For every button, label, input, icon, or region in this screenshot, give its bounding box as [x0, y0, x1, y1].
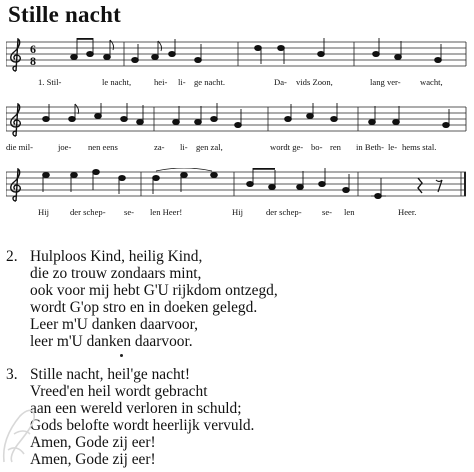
- verse-line: Amen, Gode zij eer!: [30, 451, 156, 468]
- verse-number: 2.: [6, 248, 18, 265]
- lyrics-line-1: [6, 77, 468, 89]
- verse-line: Leer m'U danken daarvoor,: [30, 316, 198, 333]
- verse-line: wordt G'op stro en in doeken gelegd.: [30, 299, 258, 316]
- lyric-syllable: ren: [330, 142, 341, 152]
- time-signature-top: 6: [30, 42, 36, 56]
- lyric-syllable: nen eens: [88, 142, 118, 152]
- verse-line: Amen, Gode zij eer!: [30, 434, 156, 451]
- lyric-syllable: 1. Stil-: [38, 77, 62, 87]
- lyric-syllable: len Heer!: [150, 207, 183, 217]
- lyric-syllable: wordt ge-: [270, 142, 304, 152]
- lyric-syllable: lang ver-: [370, 77, 401, 87]
- print-speck: [120, 354, 123, 357]
- lyric-syllable: wacht,: [420, 77, 443, 87]
- verse-line: Gods belofte wordt heerlijk vervuld.: [30, 417, 255, 434]
- lyric-syllable: le-: [388, 142, 398, 152]
- lyric-syllable: hems stal.: [402, 142, 437, 152]
- verse-number: 3.: [6, 366, 18, 383]
- lyric-syllable: die mil-: [6, 142, 33, 152]
- lyric-syllable: der schep-: [70, 207, 106, 217]
- lyric-syllable: ge nacht.: [194, 77, 226, 87]
- verse-line: Vreed'en heil wordt gebracht: [30, 383, 208, 400]
- lyric-syllable: len: [344, 207, 355, 217]
- lyric-syllable: se-: [322, 207, 333, 217]
- verse-line: die zo trouw zondaars mint,: [30, 265, 202, 282]
- lyric-syllable: li-: [178, 77, 186, 87]
- verse-line: ook voor mij hebt G'U rijkdom ontzegd,: [30, 282, 278, 299]
- lyric-syllable: joe-: [58, 142, 72, 152]
- verse-line: Hulploos Kind, heilig Kind,: [30, 248, 203, 265]
- lyric-syllable: le nacht,: [102, 77, 132, 87]
- lyric-syllable: hei-: [154, 77, 168, 87]
- verse-line: aan een wereld verloren in schuld;: [30, 400, 242, 417]
- music-staff-3: [6, 168, 468, 202]
- time-signature-bottom: 8: [30, 54, 36, 68]
- lyrics-line-3: [6, 207, 468, 219]
- lyric-syllable: za-: [154, 142, 165, 152]
- lyric-syllable: in Beth-: [356, 142, 384, 152]
- lyric-syllable: vids Zoon,: [296, 77, 333, 87]
- lyric-syllable: gen zal,: [196, 142, 223, 152]
- lyric-syllable: li-: [180, 142, 188, 152]
- music-staff-2: [6, 103, 468, 137]
- verse-line: Stille nacht, heil'ge nacht!: [30, 366, 191, 383]
- lyric-syllable: der schep-: [266, 207, 302, 217]
- lyric-syllable: Hij: [38, 207, 49, 217]
- verse-line: leer m'U danken daarvoor.: [30, 333, 193, 350]
- page-title: Stille nacht: [8, 2, 121, 27]
- lyric-syllable: Hij: [232, 207, 243, 217]
- lyrics-line-2: [6, 142, 468, 154]
- watermark-logo: [0, 404, 40, 469]
- lyric-syllable: Da-: [274, 77, 287, 87]
- lyric-syllable: se-: [124, 207, 135, 217]
- lyric-syllable: bo-: [311, 142, 323, 152]
- music-staff-1: [6, 38, 468, 72]
- lyric-syllable: Heer.: [398, 207, 417, 217]
